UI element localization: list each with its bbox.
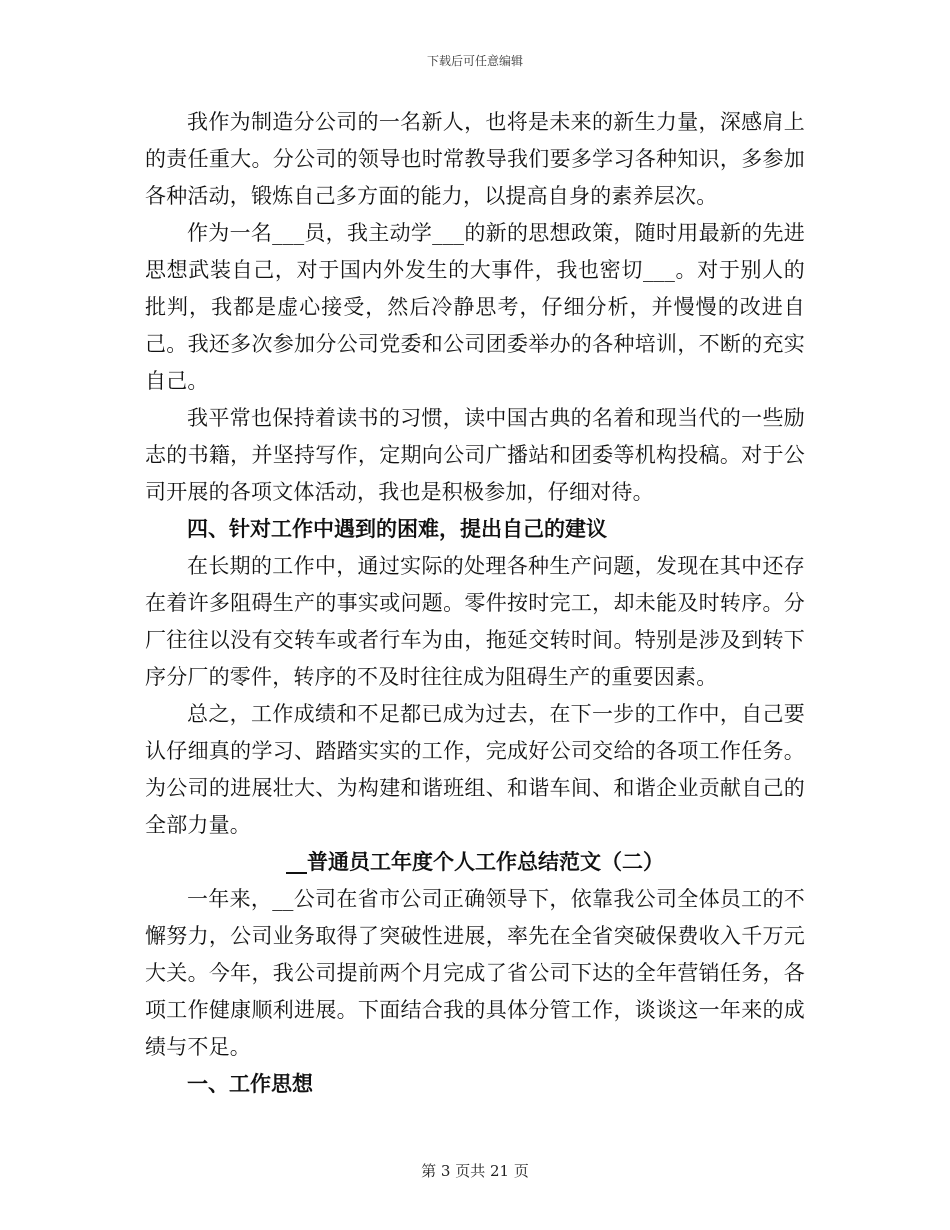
paragraph-production-issues: 在长期的工作中，通过实际的处理各种生产问题，发现在其中还存在着许多阻碍生产的事实或问题。零件按时完工，却未能及时转序。分厂往往以没有交转车或者行车为由，拖延交转时间。特别是涉及到转下序分厂的零件，转序的不及时往往成为阻碍生产的重要因素。 xyxy=(145,554,805,689)
document-body xyxy=(145,104,805,1103)
paragraph-year-review: 一年来，__公司在省市公司正确领导下，依靠我公司全体员工的不懈努力，公司业务取得了突破性进展，率先在全省突破保费收入千万元大关。今年，我公司提前两个月完成了省公司下达的全年营销任务，各项工作健康顺利进展。下面结合我的具体分管工作，谈谈这一年来的成绩与不足。 xyxy=(145,887,805,1059)
paragraph-study-policy: 作为一名___员，我主动学___的新的思想政策，随时用最新的先进思想武装自己，对于国内外发生的大事件，我也密切___。对于别人的批判，我都是虚心接受，然后冷静思考，仔细分析，并慢慢的改进自己。我还多次参加分公司党委和公司团委举办的各种培训，不断的充实自己。 xyxy=(145,221,805,393)
paragraph-reading-habit: 我平常也保持着读书的习惯，读中国古典的名着和现当代的一些励志的书籍，并坚持写作，定期向公司广播站和团委等机构投稿。对于公司开展的各项文体活动，我也是积极参加，仔细对待。 xyxy=(145,406,805,504)
page-header: 下载后可任意编辑 xyxy=(426,54,523,68)
page-footer: 第 3 页共 21 页 xyxy=(421,1162,529,1180)
article-title-part-two: __普通员工年度个人工作总结范文（二） xyxy=(286,850,664,874)
section-heading-work-thoughts: 一、工作思想 xyxy=(187,1072,313,1096)
paragraph-conclusion: 总之，工作成绩和不足都已成为过去，在下一步的工作中，自己要认仔细真的学习、踏踏实实的工作，完成好公司交给的各项工作任务。为公司的进展壮大、为构建和谐班组、和谐车间、和谐企业贡献自己的全部力量。 xyxy=(145,702,805,837)
paragraph-new-member: 我作为制造分公司的一名新人，也将是未来的新生力量，深感肩上的责任重大。分公司的领导也时常教导我们要多学习各种知识，多参加各种活动，锻炼自己多方面的能力，以提高自身的素养层次。 xyxy=(145,110,805,208)
section-heading-suggestions: 四、针对工作中遇到的困难，提出自己的建议 xyxy=(187,517,607,541)
